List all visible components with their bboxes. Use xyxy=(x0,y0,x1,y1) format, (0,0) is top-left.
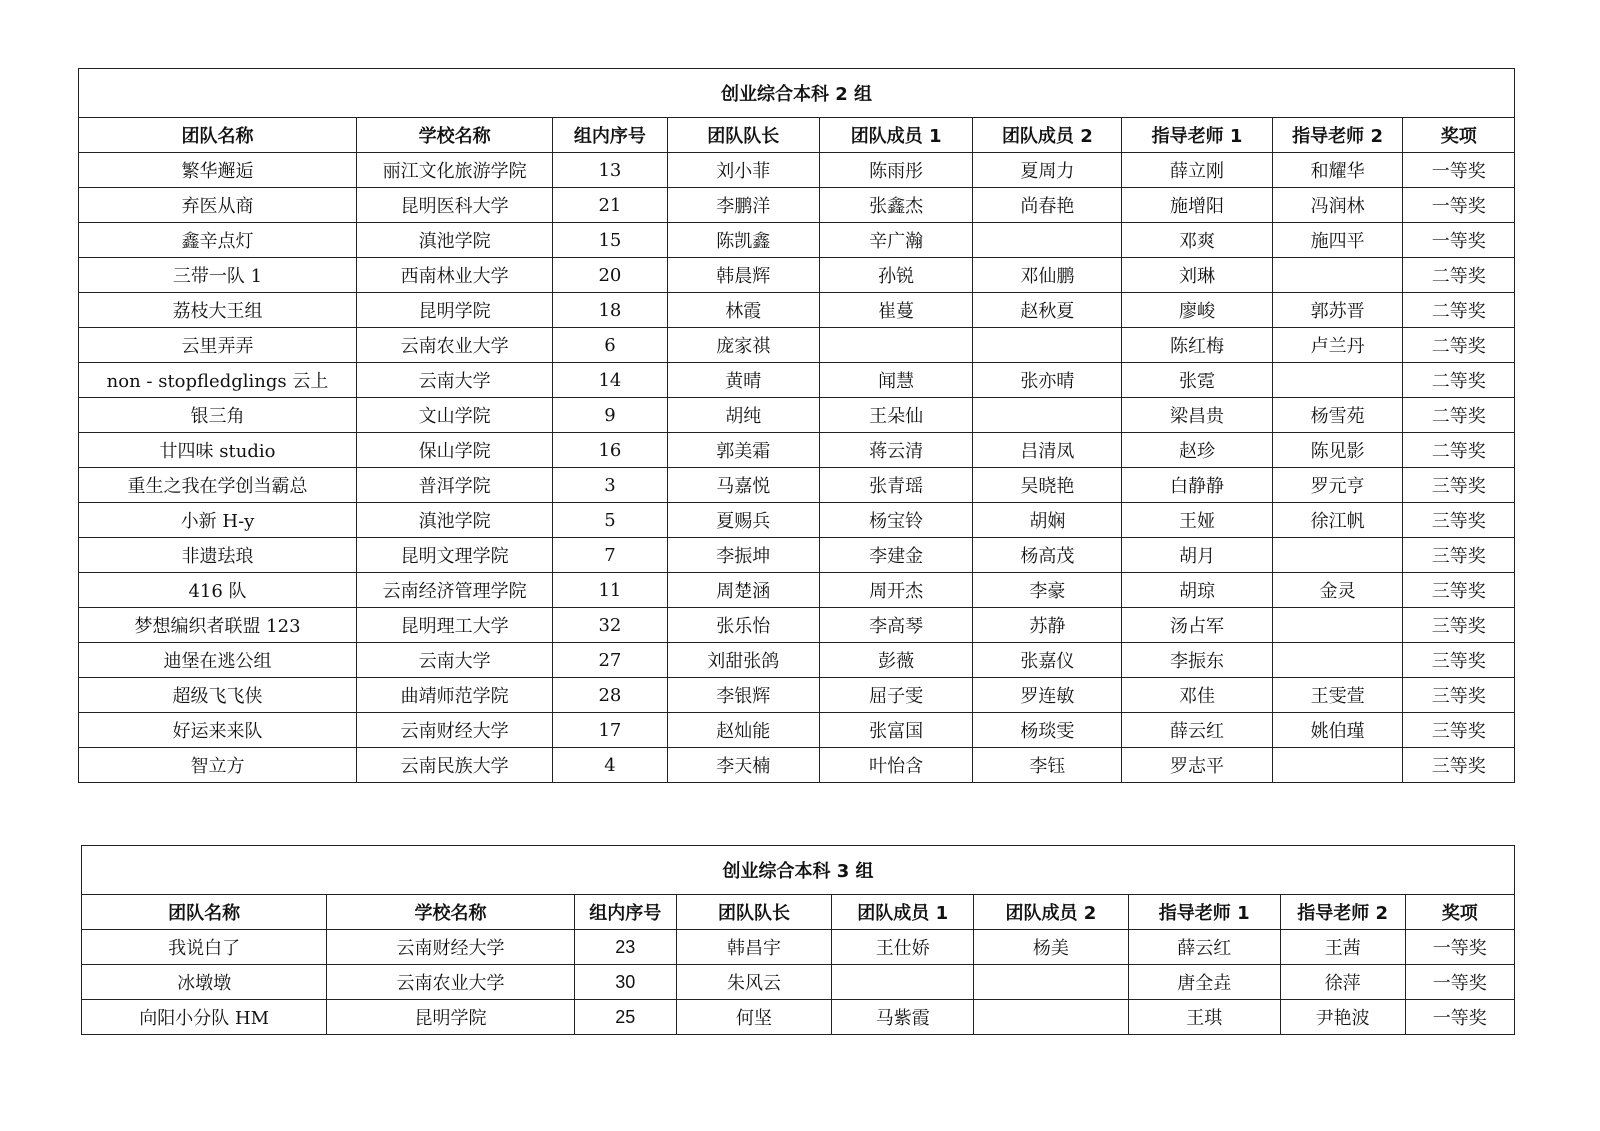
table-cell: 文山学院 xyxy=(356,398,552,433)
table-cell: 杨宝铃 xyxy=(819,503,972,538)
table-cell: 郭美霜 xyxy=(667,433,819,468)
table-row xyxy=(79,748,1515,783)
table-cell: 马嘉悦 xyxy=(667,468,819,503)
table-cell: 张亦晴 xyxy=(973,363,1122,398)
table-cell: 徐江帆 xyxy=(1272,503,1403,538)
column-header: 团队队长 xyxy=(676,895,831,930)
table-cell: 二等奖 xyxy=(1403,258,1515,293)
table-cell: 云南财经大学 xyxy=(327,930,574,965)
table-cell: 杨雪苑 xyxy=(1272,398,1403,433)
column-header: 团队名称 xyxy=(79,118,357,153)
table-cell: 梦想编织者联盟 123 xyxy=(79,608,357,643)
table-cell xyxy=(832,965,974,1000)
table-cell xyxy=(1272,643,1403,678)
table-cell: 韩昌宇 xyxy=(676,930,831,965)
table-cell: 冰墩墩 xyxy=(82,965,327,1000)
table-cell: 重生之我在学创当霸总 xyxy=(79,468,357,503)
table-cell: 王雯萱 xyxy=(1272,678,1403,713)
table-cell: 李振东 xyxy=(1122,643,1272,678)
table-row xyxy=(79,363,1515,398)
table-cell: 云南财经大学 xyxy=(356,713,552,748)
table-cell: 三等奖 xyxy=(1403,643,1515,678)
table-cell: 彭薇 xyxy=(819,643,972,678)
table-row xyxy=(79,678,1515,713)
table-cell: 昆明医科大学 xyxy=(356,188,552,223)
table-cell xyxy=(974,1000,1128,1035)
table-cell: 王仕娇 xyxy=(832,930,974,965)
table-row xyxy=(82,1000,1515,1035)
table-cell: 杨高茂 xyxy=(973,538,1122,573)
table-cell: 林霞 xyxy=(667,293,819,328)
table-row xyxy=(79,643,1515,678)
table-cell: 云南农业大学 xyxy=(356,328,552,363)
table-cell: 卢兰丹 xyxy=(1272,328,1403,363)
table-cell: 叶怡含 xyxy=(819,748,972,783)
table-cell: 孙锐 xyxy=(819,258,972,293)
table-cell: 云南民族大学 xyxy=(356,748,552,783)
table-cell: 罗元亨 xyxy=(1272,468,1403,503)
table-row xyxy=(79,538,1515,573)
table-cell: 4 xyxy=(553,748,667,783)
table-cell: 屈子雯 xyxy=(819,678,972,713)
table-cell: 罗连敏 xyxy=(973,678,1122,713)
table-cell: 陈雨彤 xyxy=(819,153,972,188)
table-cell: 三等奖 xyxy=(1403,573,1515,608)
table-cell: 赵秋夏 xyxy=(973,293,1122,328)
column-header: 指导老师 2 xyxy=(1272,118,1403,153)
table-cell: 黄晴 xyxy=(667,363,819,398)
table-cell: 17 xyxy=(553,713,667,748)
table-cell: 11 xyxy=(553,573,667,608)
table-cell: 张富国 xyxy=(819,713,972,748)
table-cell xyxy=(1272,538,1403,573)
table-cell: 刘琳 xyxy=(1122,258,1272,293)
award-table-group-2 xyxy=(78,68,1515,783)
table-cell xyxy=(973,398,1122,433)
table-cell: 李建金 xyxy=(819,538,972,573)
table-cell: 李钰 xyxy=(973,748,1122,783)
table-cell: 王娅 xyxy=(1122,503,1272,538)
table-cell: 赵珍 xyxy=(1122,433,1272,468)
table-cell: 蒋云清 xyxy=(819,433,972,468)
table-cell: 吴晓艳 xyxy=(973,468,1122,503)
table-cell: 张嘉仪 xyxy=(973,643,1122,678)
table-cell: 银三角 xyxy=(79,398,357,433)
table-cell: 昆明理工大学 xyxy=(356,608,552,643)
table-cell: 二等奖 xyxy=(1403,433,1515,468)
table-cell: 弃医从商 xyxy=(79,188,357,223)
table-row xyxy=(82,930,1515,965)
table-cell: 李豪 xyxy=(973,573,1122,608)
table-cell xyxy=(1272,608,1403,643)
table-cell: 郭苏晋 xyxy=(1272,293,1403,328)
table-cell xyxy=(819,328,972,363)
table-cell: 小新 H-y xyxy=(79,503,357,538)
column-header: 组内序号 xyxy=(574,895,676,930)
table-cell: 18 xyxy=(553,293,667,328)
table-cell: 白静静 xyxy=(1122,468,1272,503)
table-cell: 辛广瀚 xyxy=(819,223,972,258)
table-cell xyxy=(1272,363,1403,398)
column-header: 奖项 xyxy=(1403,118,1515,153)
table-cell: 王朵仙 xyxy=(819,398,972,433)
table-cell: 胡琼 xyxy=(1122,573,1272,608)
table-cell: 一等奖 xyxy=(1405,965,1514,1000)
table-cell: 云南大学 xyxy=(356,643,552,678)
table-cell: 庞家祺 xyxy=(667,328,819,363)
table-cell: 胡月 xyxy=(1122,538,1272,573)
table-cell: 二等奖 xyxy=(1403,293,1515,328)
table-row xyxy=(79,153,1515,188)
column-header: 团队成员 1 xyxy=(819,118,972,153)
column-header: 团队队长 xyxy=(667,118,819,153)
table-cell: 昆明学院 xyxy=(327,1000,574,1035)
table-row xyxy=(79,503,1515,538)
table-cell: 西南林业大学 xyxy=(356,258,552,293)
table-cell: 滇池学院 xyxy=(356,503,552,538)
table-cell: 王茜 xyxy=(1280,930,1405,965)
column-header: 奖项 xyxy=(1405,895,1514,930)
table-cell: 薛立刚 xyxy=(1122,153,1272,188)
table-row xyxy=(82,965,1515,1000)
table-cell: 云里弄弄 xyxy=(79,328,357,363)
table-cell: 徐萍 xyxy=(1280,965,1405,1000)
table-cell xyxy=(1272,258,1403,293)
table-cell: 荔枝大王组 xyxy=(79,293,357,328)
table-cell: 张鑫杰 xyxy=(819,188,972,223)
table-cell: 向阳小分队 HM xyxy=(82,1000,327,1035)
table-cell: 邓佳 xyxy=(1122,678,1272,713)
table-cell: 胡娴 xyxy=(973,503,1122,538)
table-row xyxy=(79,433,1515,468)
table-cell: 陈凯鑫 xyxy=(667,223,819,258)
table-cell: 唐全垚 xyxy=(1128,965,1280,1000)
table-cell: 朱风云 xyxy=(676,965,831,1000)
table-cell: 20 xyxy=(553,258,667,293)
table-row xyxy=(79,188,1515,223)
table-cell: 6 xyxy=(553,328,667,363)
table-cell: 三等奖 xyxy=(1403,538,1515,573)
table-row xyxy=(79,608,1515,643)
table-cell: 薛云红 xyxy=(1122,713,1272,748)
table-cell: 二等奖 xyxy=(1403,328,1515,363)
table-cell: 27 xyxy=(553,643,667,678)
table-cell: 施四平 xyxy=(1272,223,1403,258)
table-cell: 廖峻 xyxy=(1122,293,1272,328)
table-title: 创业综合本科 3 组 xyxy=(82,846,1515,895)
table-cell: 吕清凤 xyxy=(973,433,1122,468)
table-cell: 三等奖 xyxy=(1403,748,1515,783)
table-cell: 李振坤 xyxy=(667,538,819,573)
column-header: 指导老师 2 xyxy=(1280,895,1405,930)
table-cell: 普洱学院 xyxy=(356,468,552,503)
table-cell: 崔蔓 xyxy=(819,293,972,328)
table-cell: 5 xyxy=(553,503,667,538)
table-cell: 陈见影 xyxy=(1272,433,1403,468)
column-header: 团队成员 1 xyxy=(832,895,974,930)
table-cell: 和耀华 xyxy=(1272,153,1403,188)
table-cell: 23 xyxy=(574,930,676,965)
table-cell: 赵灿能 xyxy=(667,713,819,748)
table-cell: 刘甜张鸽 xyxy=(667,643,819,678)
table-cell: 一等奖 xyxy=(1403,223,1515,258)
table-cell: 刘小菲 xyxy=(667,153,819,188)
table-cell: 李天楠 xyxy=(667,748,819,783)
column-header: 团队名称 xyxy=(82,895,327,930)
table-cell: 云南农业大学 xyxy=(327,965,574,1000)
table-cell: 迪堡在逃公组 xyxy=(79,643,357,678)
table-cell: 32 xyxy=(553,608,667,643)
table-cell: 一等奖 xyxy=(1405,1000,1514,1035)
table-cell: 苏静 xyxy=(973,608,1122,643)
table-row xyxy=(79,328,1515,363)
table-cell: 邓仙鹏 xyxy=(973,258,1122,293)
table-cell: 廿四味 studio xyxy=(79,433,357,468)
column-header: 团队成员 2 xyxy=(973,118,1122,153)
table-cell: 周楚涵 xyxy=(667,573,819,608)
table-cell: 王琪 xyxy=(1128,1000,1280,1035)
table-cell: 二等奖 xyxy=(1403,398,1515,433)
column-header: 组内序号 xyxy=(553,118,667,153)
table-cell: 何坚 xyxy=(676,1000,831,1035)
table-cell: 25 xyxy=(574,1000,676,1035)
table-cell: 云南经济管理学院 xyxy=(356,573,552,608)
table-row xyxy=(79,258,1515,293)
table-row xyxy=(79,713,1515,748)
table-cell: 韩晨辉 xyxy=(667,258,819,293)
table-cell: 杨琰雯 xyxy=(973,713,1122,748)
table-cell: 昆明文理学院 xyxy=(356,538,552,573)
table-cell: 尚春艳 xyxy=(973,188,1122,223)
table-cell: 智立方 xyxy=(79,748,357,783)
table-cell: 9 xyxy=(553,398,667,433)
table-cell: 周开杰 xyxy=(819,573,972,608)
table-cell: 14 xyxy=(553,363,667,398)
table-cell: 陈红梅 xyxy=(1122,328,1272,363)
table-cell: 杨美 xyxy=(974,930,1128,965)
table-cell: 416 队 xyxy=(79,573,357,608)
table-cell: 我说白了 xyxy=(82,930,327,965)
table-row xyxy=(79,468,1515,503)
table-cell: 马紫霞 xyxy=(832,1000,974,1035)
column-header: 团队成员 2 xyxy=(974,895,1128,930)
table-cell: 非遗珐琅 xyxy=(79,538,357,573)
table-cell: 姚伯瑾 xyxy=(1272,713,1403,748)
table-cell: 16 xyxy=(553,433,667,468)
table-cell: 鑫辛点灯 xyxy=(79,223,357,258)
table-cell xyxy=(974,965,1128,1000)
table-row xyxy=(79,223,1515,258)
table-cell xyxy=(973,328,1122,363)
table-cell: 施增阳 xyxy=(1122,188,1272,223)
table-cell: 三等奖 xyxy=(1403,608,1515,643)
table-cell: 28 xyxy=(553,678,667,713)
table-cell: 李鹏洋 xyxy=(667,188,819,223)
table-cell: 李高琴 xyxy=(819,608,972,643)
column-header: 指导老师 1 xyxy=(1122,118,1272,153)
table-cell: 张乐怡 xyxy=(667,608,819,643)
award-table-group-3 xyxy=(81,845,1515,1035)
table-cell: 一等奖 xyxy=(1403,153,1515,188)
table-cell: 闻慧 xyxy=(819,363,972,398)
table-cell: 30 xyxy=(574,965,676,1000)
table-cell: 13 xyxy=(553,153,667,188)
table-cell: 梁昌贵 xyxy=(1122,398,1272,433)
column-header: 学校名称 xyxy=(327,895,574,930)
table-cell: 三等奖 xyxy=(1403,713,1515,748)
table-cell: 张青瑶 xyxy=(819,468,972,503)
table-cell: non - stopfledglings 云上 xyxy=(79,363,357,398)
table-cell: 丽江文化旅游学院 xyxy=(356,153,552,188)
table-row xyxy=(79,573,1515,608)
table-row xyxy=(79,398,1515,433)
table-cell: 昆明学院 xyxy=(356,293,552,328)
table-cell: 胡纯 xyxy=(667,398,819,433)
table-cell: 三等奖 xyxy=(1403,678,1515,713)
table-cell: 汤占军 xyxy=(1122,608,1272,643)
table-cell: 三带一队 1 xyxy=(79,258,357,293)
table-cell: 张霓 xyxy=(1122,363,1272,398)
table-cell: 繁华邂逅 xyxy=(79,153,357,188)
table-cell: 一等奖 xyxy=(1405,930,1514,965)
table-cell: 3 xyxy=(553,468,667,503)
table-cell: 好运来来队 xyxy=(79,713,357,748)
table-cell: 云南大学 xyxy=(356,363,552,398)
table-cell: 三等奖 xyxy=(1403,468,1515,503)
table-cell: 15 xyxy=(553,223,667,258)
table-cell: 冯润林 xyxy=(1272,188,1403,223)
column-header: 学校名称 xyxy=(356,118,552,153)
table-cell: 薛云红 xyxy=(1128,930,1280,965)
table-cell: 李银辉 xyxy=(667,678,819,713)
table-cell: 金灵 xyxy=(1272,573,1403,608)
table-title: 创业综合本科 2 组 xyxy=(79,69,1515,118)
table-cell: 保山学院 xyxy=(356,433,552,468)
table-cell xyxy=(973,223,1122,258)
table-cell: 7 xyxy=(553,538,667,573)
table-cell: 曲靖师范学院 xyxy=(356,678,552,713)
table-cell: 一等奖 xyxy=(1403,188,1515,223)
table-cell: 尹艳波 xyxy=(1280,1000,1405,1035)
table-cell: 邓爽 xyxy=(1122,223,1272,258)
table-cell: 滇池学院 xyxy=(356,223,552,258)
table-cell: 罗志平 xyxy=(1122,748,1272,783)
table-cell: 超级飞飞侠 xyxy=(79,678,357,713)
table-cell: 21 xyxy=(553,188,667,223)
column-header: 指导老师 1 xyxy=(1128,895,1280,930)
table-cell: 三等奖 xyxy=(1403,503,1515,538)
table-row xyxy=(79,293,1515,328)
table-cell: 二等奖 xyxy=(1403,363,1515,398)
table-cell: 夏周力 xyxy=(973,153,1122,188)
table-cell: 夏赐兵 xyxy=(667,503,819,538)
table-cell xyxy=(1272,748,1403,783)
